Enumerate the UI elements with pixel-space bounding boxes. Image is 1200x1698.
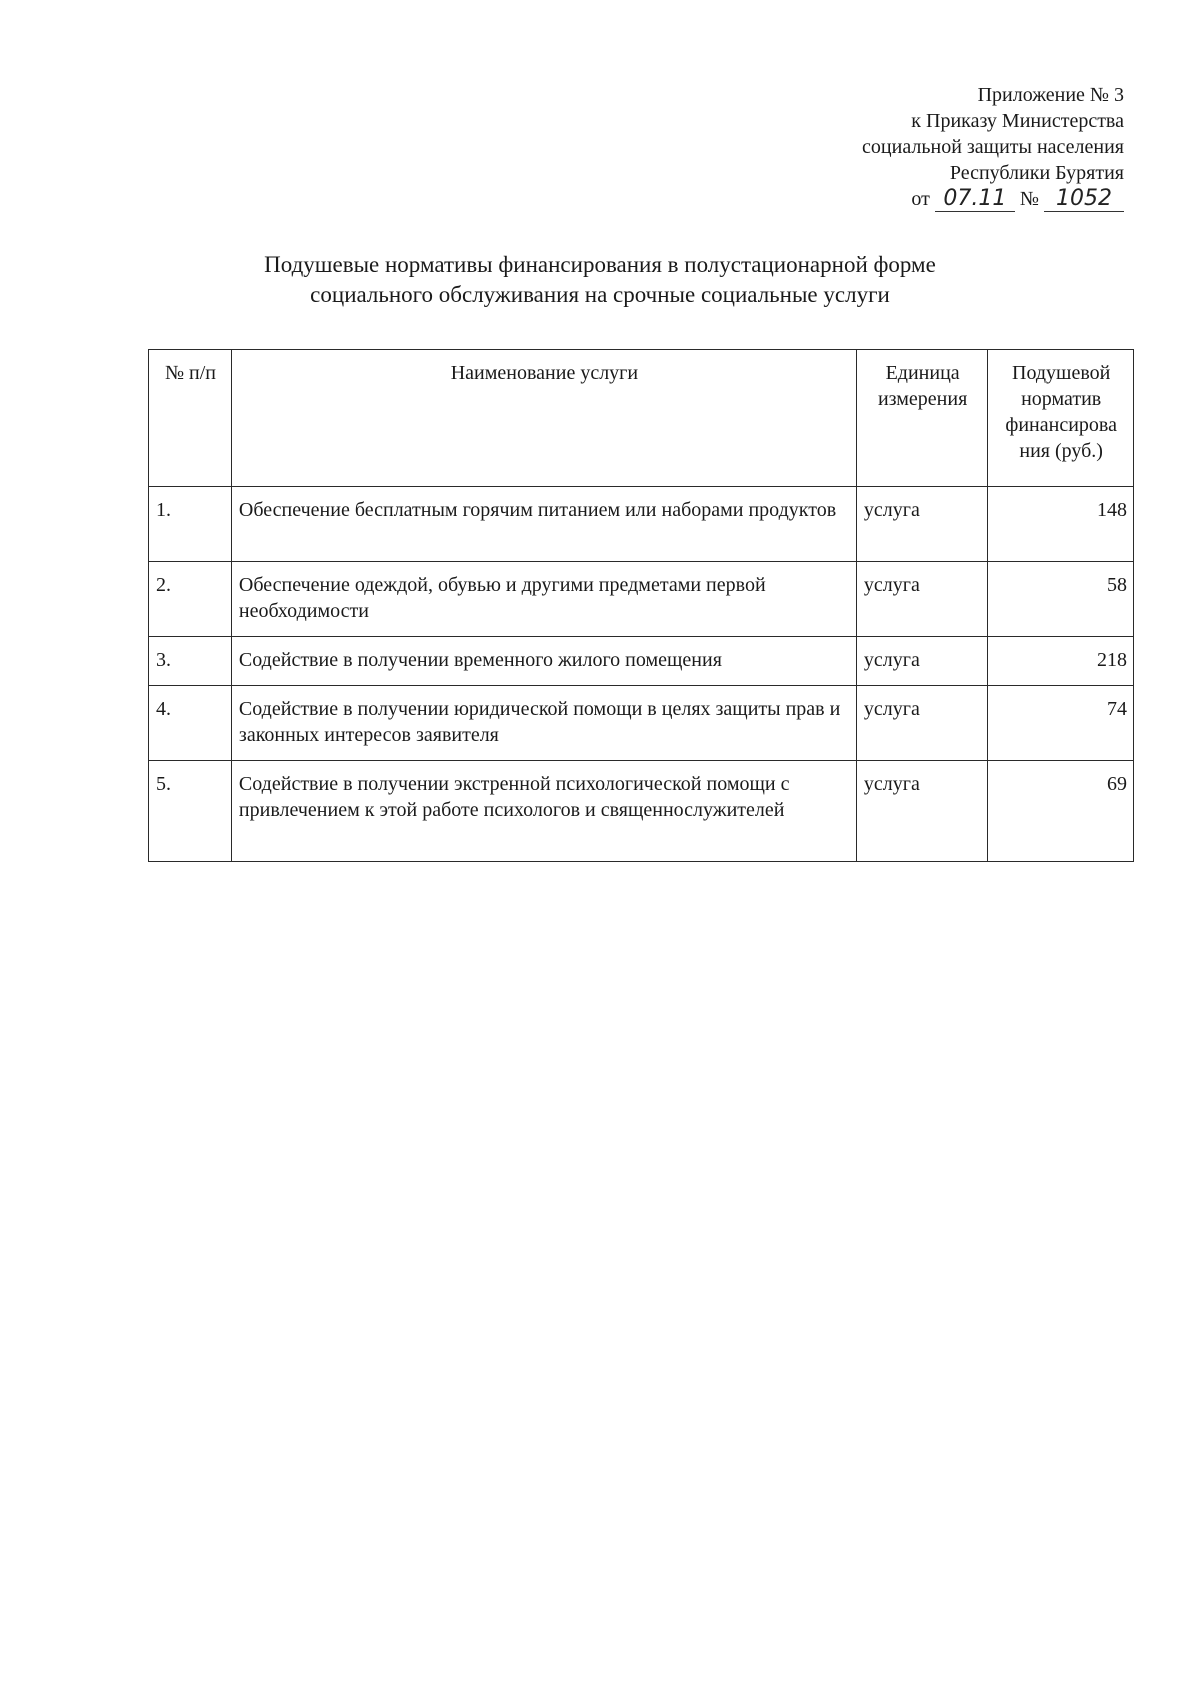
appendix-number: Приложение № 3	[977, 84, 1124, 106]
norm-value: 148	[988, 487, 1134, 562]
title-line-2: социального обслуживания на срочные социальные услуги	[310, 282, 890, 307]
column-header-name: Наименование услуги	[231, 350, 856, 487]
norm-value: 69	[988, 761, 1134, 862]
row-number: 4.	[149, 686, 232, 761]
table-row	[149, 761, 1134, 862]
date-prefix: от	[911, 188, 930, 210]
column-header-norm: Подушевой норматив финансирова ния (руб.)	[988, 350, 1134, 487]
row-number: 5.	[149, 761, 232, 862]
order-number: 1052	[1044, 187, 1124, 212]
table-row	[149, 562, 1134, 637]
norm-value: 58	[988, 562, 1134, 637]
republic-name: Республики Бурятия	[949, 162, 1124, 184]
norm-value: 74	[988, 686, 1134, 761]
service-unit: услуга	[856, 686, 987, 761]
row-number: 3.	[149, 637, 232, 686]
service-name: Содействие в получении юридической помощи в целях защиты прав и законных интересов заявителя	[231, 686, 856, 761]
table-row	[149, 686, 1134, 761]
document-title	[200, 250, 1000, 310]
row-number: 2.	[149, 562, 232, 637]
service-name: Содействие в получении временного жилого помещения	[231, 637, 856, 686]
number-prefix: №	[1019, 188, 1039, 210]
column-header-unit: Единица измерения	[856, 350, 987, 487]
title-line-1: Подушевые нормативы финансирования в полустационарной форме	[264, 252, 936, 277]
service-unit: услуга	[856, 761, 987, 862]
service-name: Обеспечение бесплатным горячим питанием или наборами продуктов	[231, 487, 856, 562]
table-header-row	[149, 350, 1134, 487]
service-unit: услуга	[856, 637, 987, 686]
norm-value: 218	[988, 637, 1134, 686]
service-name: Содействие в получении экстренной психологической помощи с привлечением к этой работе психологов и священнослужителей	[231, 761, 856, 862]
table-row	[149, 487, 1134, 562]
order-date: 07.11	[935, 187, 1015, 212]
table-row	[149, 637, 1134, 686]
order-reference: к Приказу Министерства	[911, 110, 1124, 132]
appendix-header	[862, 82, 1124, 212]
service-unit: услуга	[856, 487, 987, 562]
ministry-name: социальной защиты населения	[862, 136, 1124, 158]
column-header-num: № п/п	[149, 350, 232, 487]
service-name: Обеспечение одеждой, обувью и другими предметами первой необходимости	[231, 562, 856, 637]
norms-table	[148, 349, 1134, 862]
row-number: 1.	[149, 487, 232, 562]
order-date-line	[862, 186, 1124, 212]
service-unit: услуга	[856, 562, 987, 637]
